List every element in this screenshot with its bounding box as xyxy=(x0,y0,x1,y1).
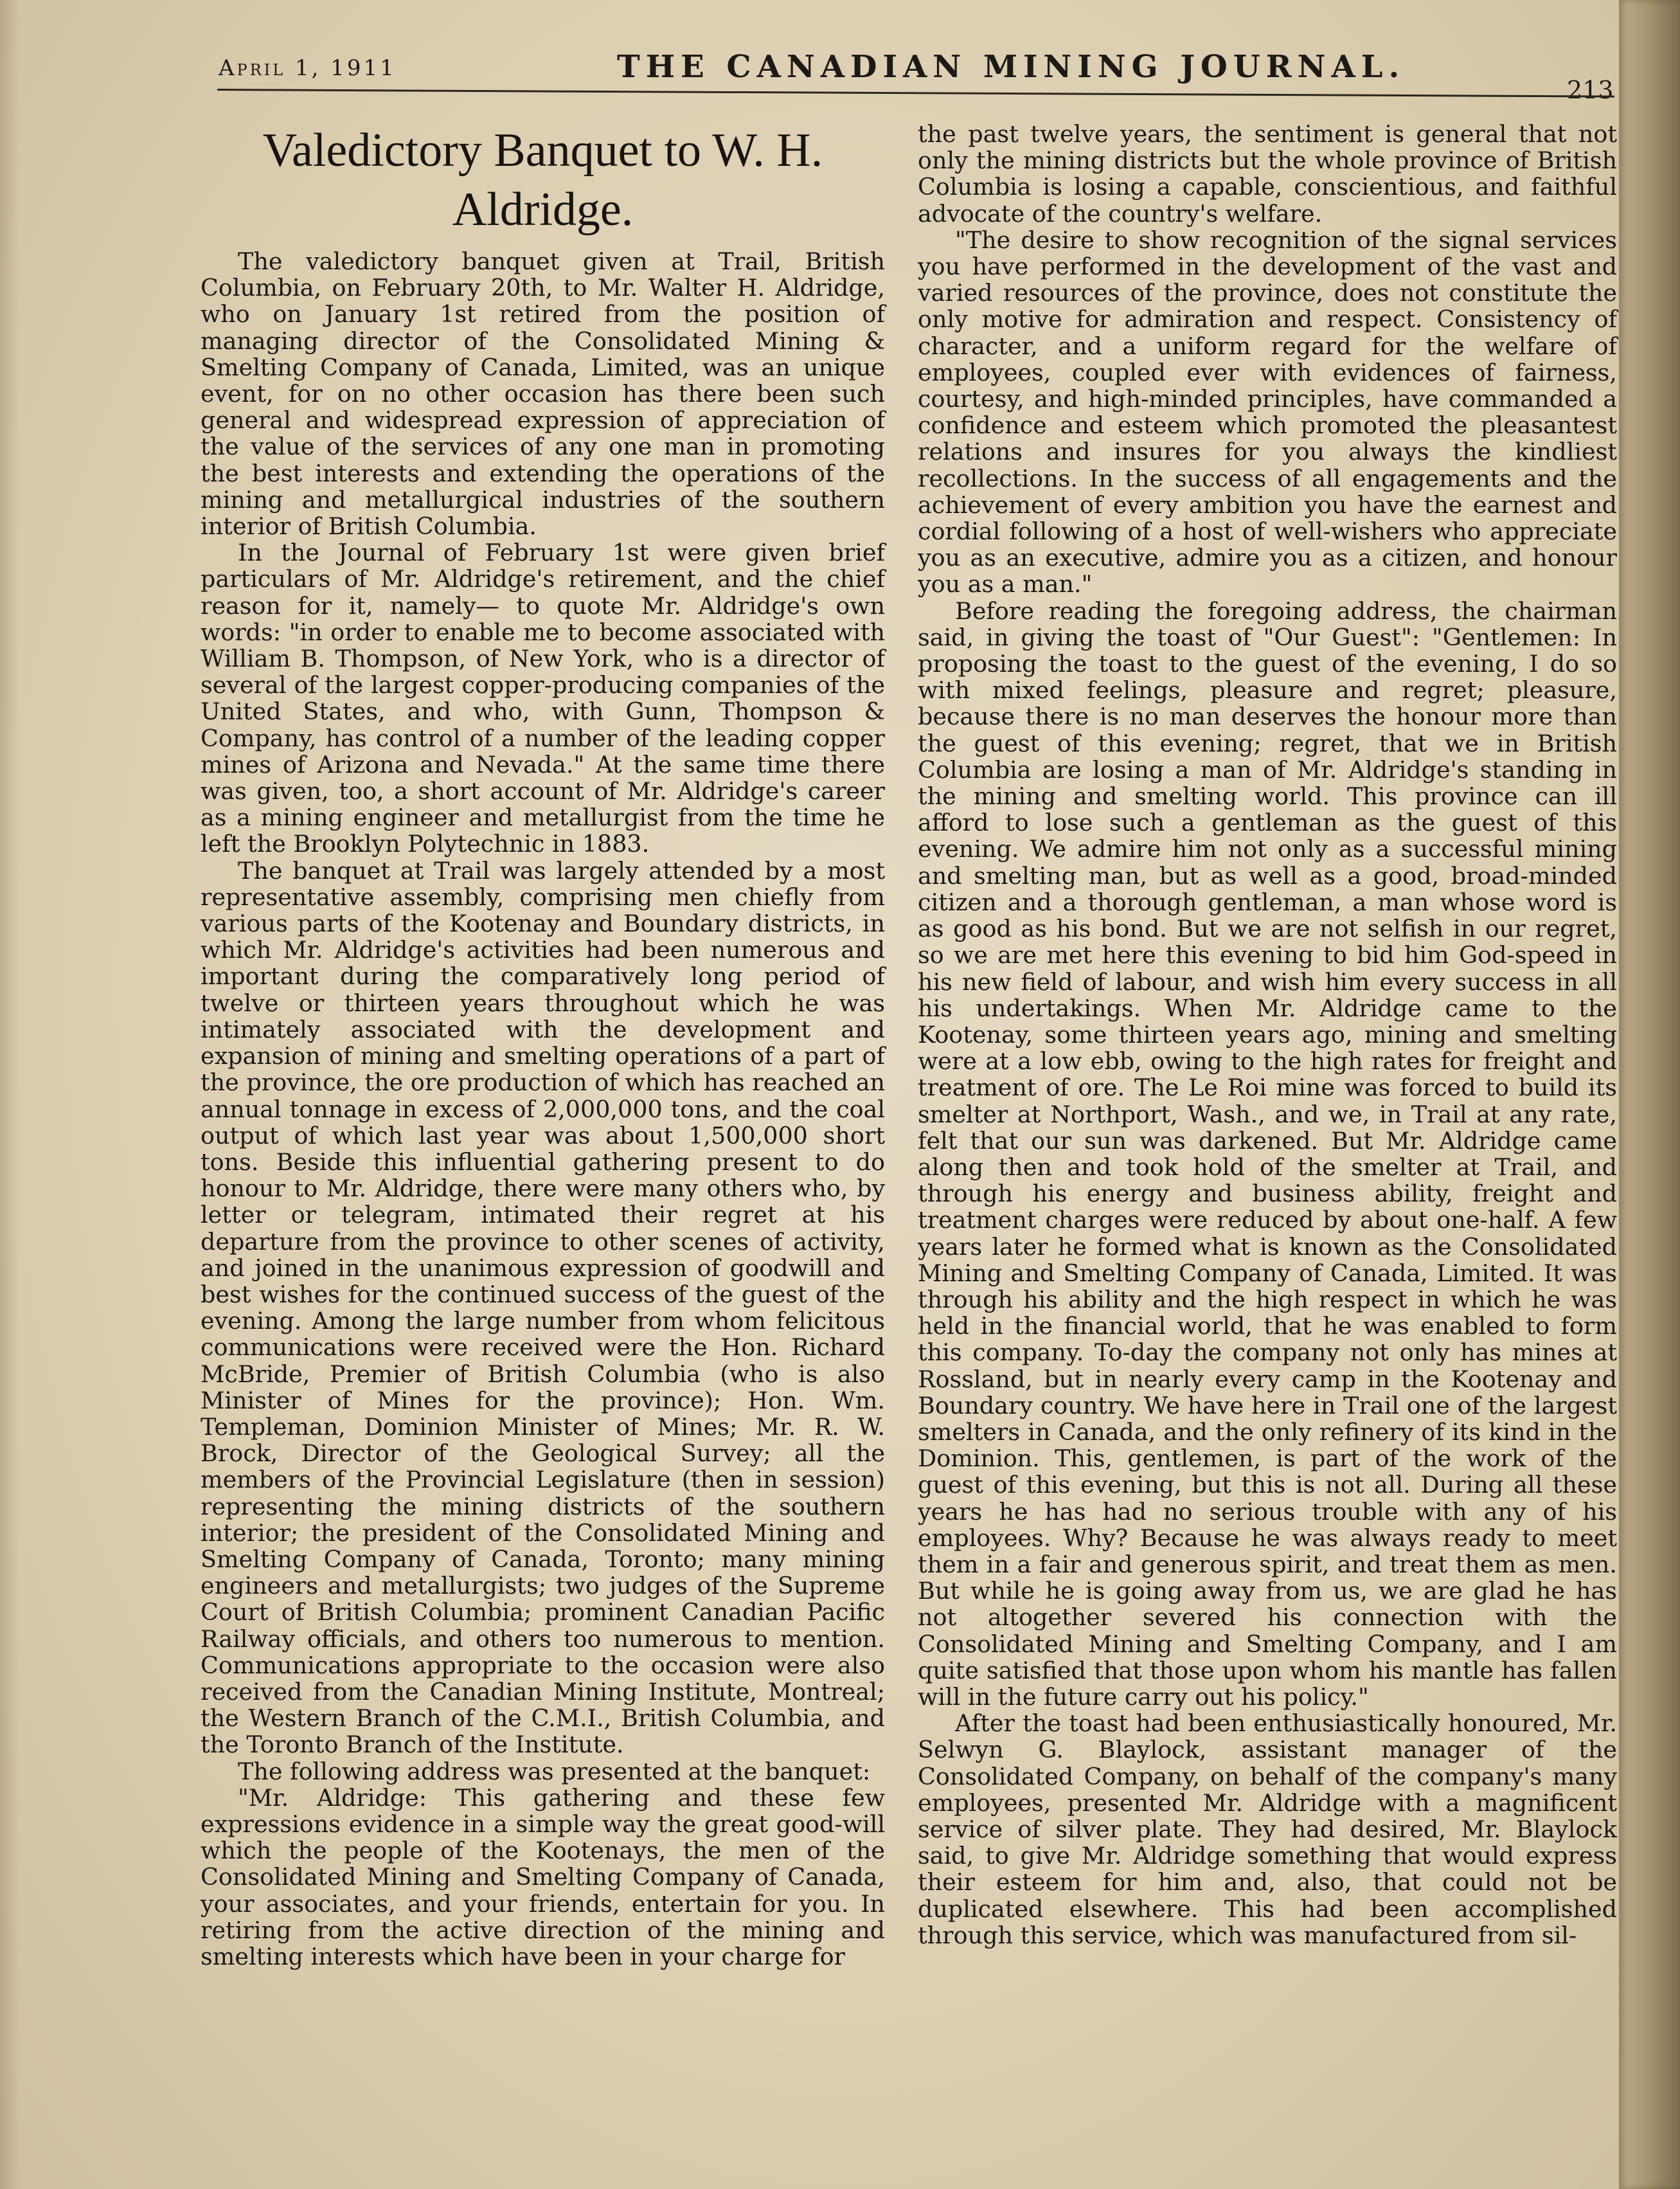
paragraph: In the Journal of February 1st were given brief particulars of Mr. Aldridge's retirement, and the chief reason for it, namely— to quote Mr. Aldridge's own words: "in order to enable me to become associated with William B. Thompson, of New York, who is a director of several of the largest copper-producing companies of the United States, and who, with Gunn, Thompson & Company, has control of a number of the leading copper mines of Arizona and Nevada." At the same time there was given, too, a short account of Mr. Aldridge's career as a mining engineer and metallurgist from the time he left the Brooklyn Polytechnic in 1883. xyxy=(201,539,885,858)
paragraph: The valedictory banquet given at Trail, British Columbia, on February 20th, to Mr. Walter H. Aldridge, who on January 1st retired from the position of managing director of the Consolidated Mining & Smelting Company of Canada, Limited, was an unique event, for on no other occasion has there been such general and widespread expression of appreciation of the value of the services of any one man in promoting the best interests and extending the operations of the mining and metallurgical industries of the southern interior of British Columbia. xyxy=(201,248,885,541)
page-edge xyxy=(1619,0,1680,2189)
page-gutter-shadow xyxy=(0,0,19,2189)
issue-date: April 1, 1911 xyxy=(219,55,397,81)
article-title: Valedictory Banquet to W. H. Aldridge. xyxy=(262,124,823,236)
page-number: 213 xyxy=(1567,76,1614,104)
paragraph: The banquet at Trail was largely attended by a most representative assembly, comprising men chiefly from various parts of the Kootenay and Boundary districts, in which Mr. Aldridge's activities had been numerous and important during the comparatively long period of twelve or thirteen years throughout which he was intimately associated with the development and expansion of mining and smelting operations of a part of the province, the ore production of which has reached an annual tonnage in excess of 2,000,000 tons, and the coal output of which last year was about 1,500,000 short tons. Beside this influential gathering present to do honour to Mr. Aldridge, there were many others who, by letter or telegram, intimated their regret at his departure from the province to other scenes of activity, and joined in the unanimous expression of goodwill and best wishes for the continued success of the guest of the evening. Among the large number from whom felicitous communications were received were the Hon. Richard McBride, Premier of British Columbia (who is also Minister of Mines for the province); Hon. Wm. Templeman, Dominion Minister of Mines; Mr. R. W. Brock, Director of the Geological Survey; all the members of the Provincial Legislature (then in session) representing the mining districts of the southern interior; the president of the Consolidated Mining and Smelting Company of Canada, Toronto; many mining engineers and metallurgists; two judges of the Supreme Court of British Columbia; prominent Canadian Pacific Railway officials, and others too numerous to mention. Communications appropriate to the occasion were also received from the Canadian Mining Institute, Montreal; the Western Branch of the C.M.I., British Columbia, and the Toronto Branch of the Institute. xyxy=(201,856,885,1759)
paragraph: The following address was presented at the banquet: xyxy=(238,1757,871,1785)
left-column xyxy=(201,121,885,1970)
paragraph: the past twelve years, the sentiment is general that not only the mining districts but the whole province of British Columbia is losing a capable, conscientious, and faithful advocate of the country's welfare. xyxy=(918,120,1617,228)
paragraph: Before reading the foregoing address, the chairman said, in giving the toast of "Our Guest": "Gentlemen: In proposing the toast to the guest of the evening, I do so with mixed feelings, pleasure and regret; pleasure, because there is no man deserves the honour more than the guest of this evening; regret, that we in British Columbia are losing a man of Mr. Aldridge's standing in the mining and smelting world. This province can ill afford to lose such a gentleman as the guest of this evening. We admire him not only as a successful mining and smelting man, but as well as a good, broad-minded citizen and a thorough gentleman, a man whose word is as good as his bond. But we are not selfish in our regret, so we are met here this evening to bid him God-speed in his new field of labour, and wish him every success in all his undertakings. When Mr. Aldridge came to the Kootenay, some thirteen years ago, mining and smelting were at a low ebb, owing to the high rates for freight and treatment of ore. The Le Roi mine was forced to build its smelter at Northport, Wash., and we, in Trail at any rate, felt that our sun was darkened. But Mr. Aldridge came along then and took hold of the smelter at Trail, and through his energy and business ability, freight and treatment charges were reduced by about one-half. A few years later he formed what is known as the Consolidated Mining and Smelting Company of Canada, Limited. It was through his ability and the high respect in which he was held in the financial world, that he was enabled to form this company. To-day the company not only has mines at Rossland, but in nearly every camp in the Kootenay and Boundary country. We have here in Trail one of the largest smelters in Canada, and the only refinery of its kind in the Dominion. This, gentlemen, is part of the work of the guest of this evening, but this is not all. During all these years he has had no serious trouble with any of his employees. Why? Because he was always ready to meet them in a fair and generous spirit, and treat them as men. But while he is going away from us, we are glad he has not altogether severed his connection with the Consolidated Mining and Smelting Company, and I am quite satisfied that those upon whom his mantle has fallen will in the future carry out his policy." xyxy=(918,597,1617,1711)
right-column xyxy=(918,121,1617,1949)
paragraph: "Mr. Aldridge: This gathering and these few expressions evidence in a simple way the great good-will which the people of the Kootenays, the men of the Consolidated Mining and Smelting Company of Canada, your associates, and your friends, entertain for you. In retiring from the active direction of the mining and smelting interests which have been in your charge for xyxy=(201,1783,885,1970)
paragraph: After the toast had been enthusiastically honoured, Mr. Selwyn G. Blaylock, assistant manager of the Consolidated Company, on behalf of the company's many employees, presented Mr. Aldridge with a magnificent service of silver plate. They had desired, Mr. Blaylock said, to give Mr. Aldridge something that would express their esteem for him and, also, that could not be duplicated elsewhere. This had been accomplished through this service, which was manufactured from sil- xyxy=(918,1709,1617,1949)
paragraph: "The desire to show recognition of the signal services you have performed in the development of the vast and varied resources of the province, does not constitute the only motive for admiration and respect. Consistency of character, and a uniform regard for the welfare of employees, coupled ever with evidences of fairness, courtesy, and high-minded principles, have commanded a confidence and esteem which promoted the pleasantest relations and insures for you always the kindliest recollections. In the success of all engagements and the achievement of every ambition you have the earnest and cordial following of a host of well-wishers who appreciate you as an executive, admire you as a citizen, and honour you as a man." xyxy=(918,226,1617,599)
journal-title: THE CANADIAN MINING JOURNAL. xyxy=(617,49,1406,85)
